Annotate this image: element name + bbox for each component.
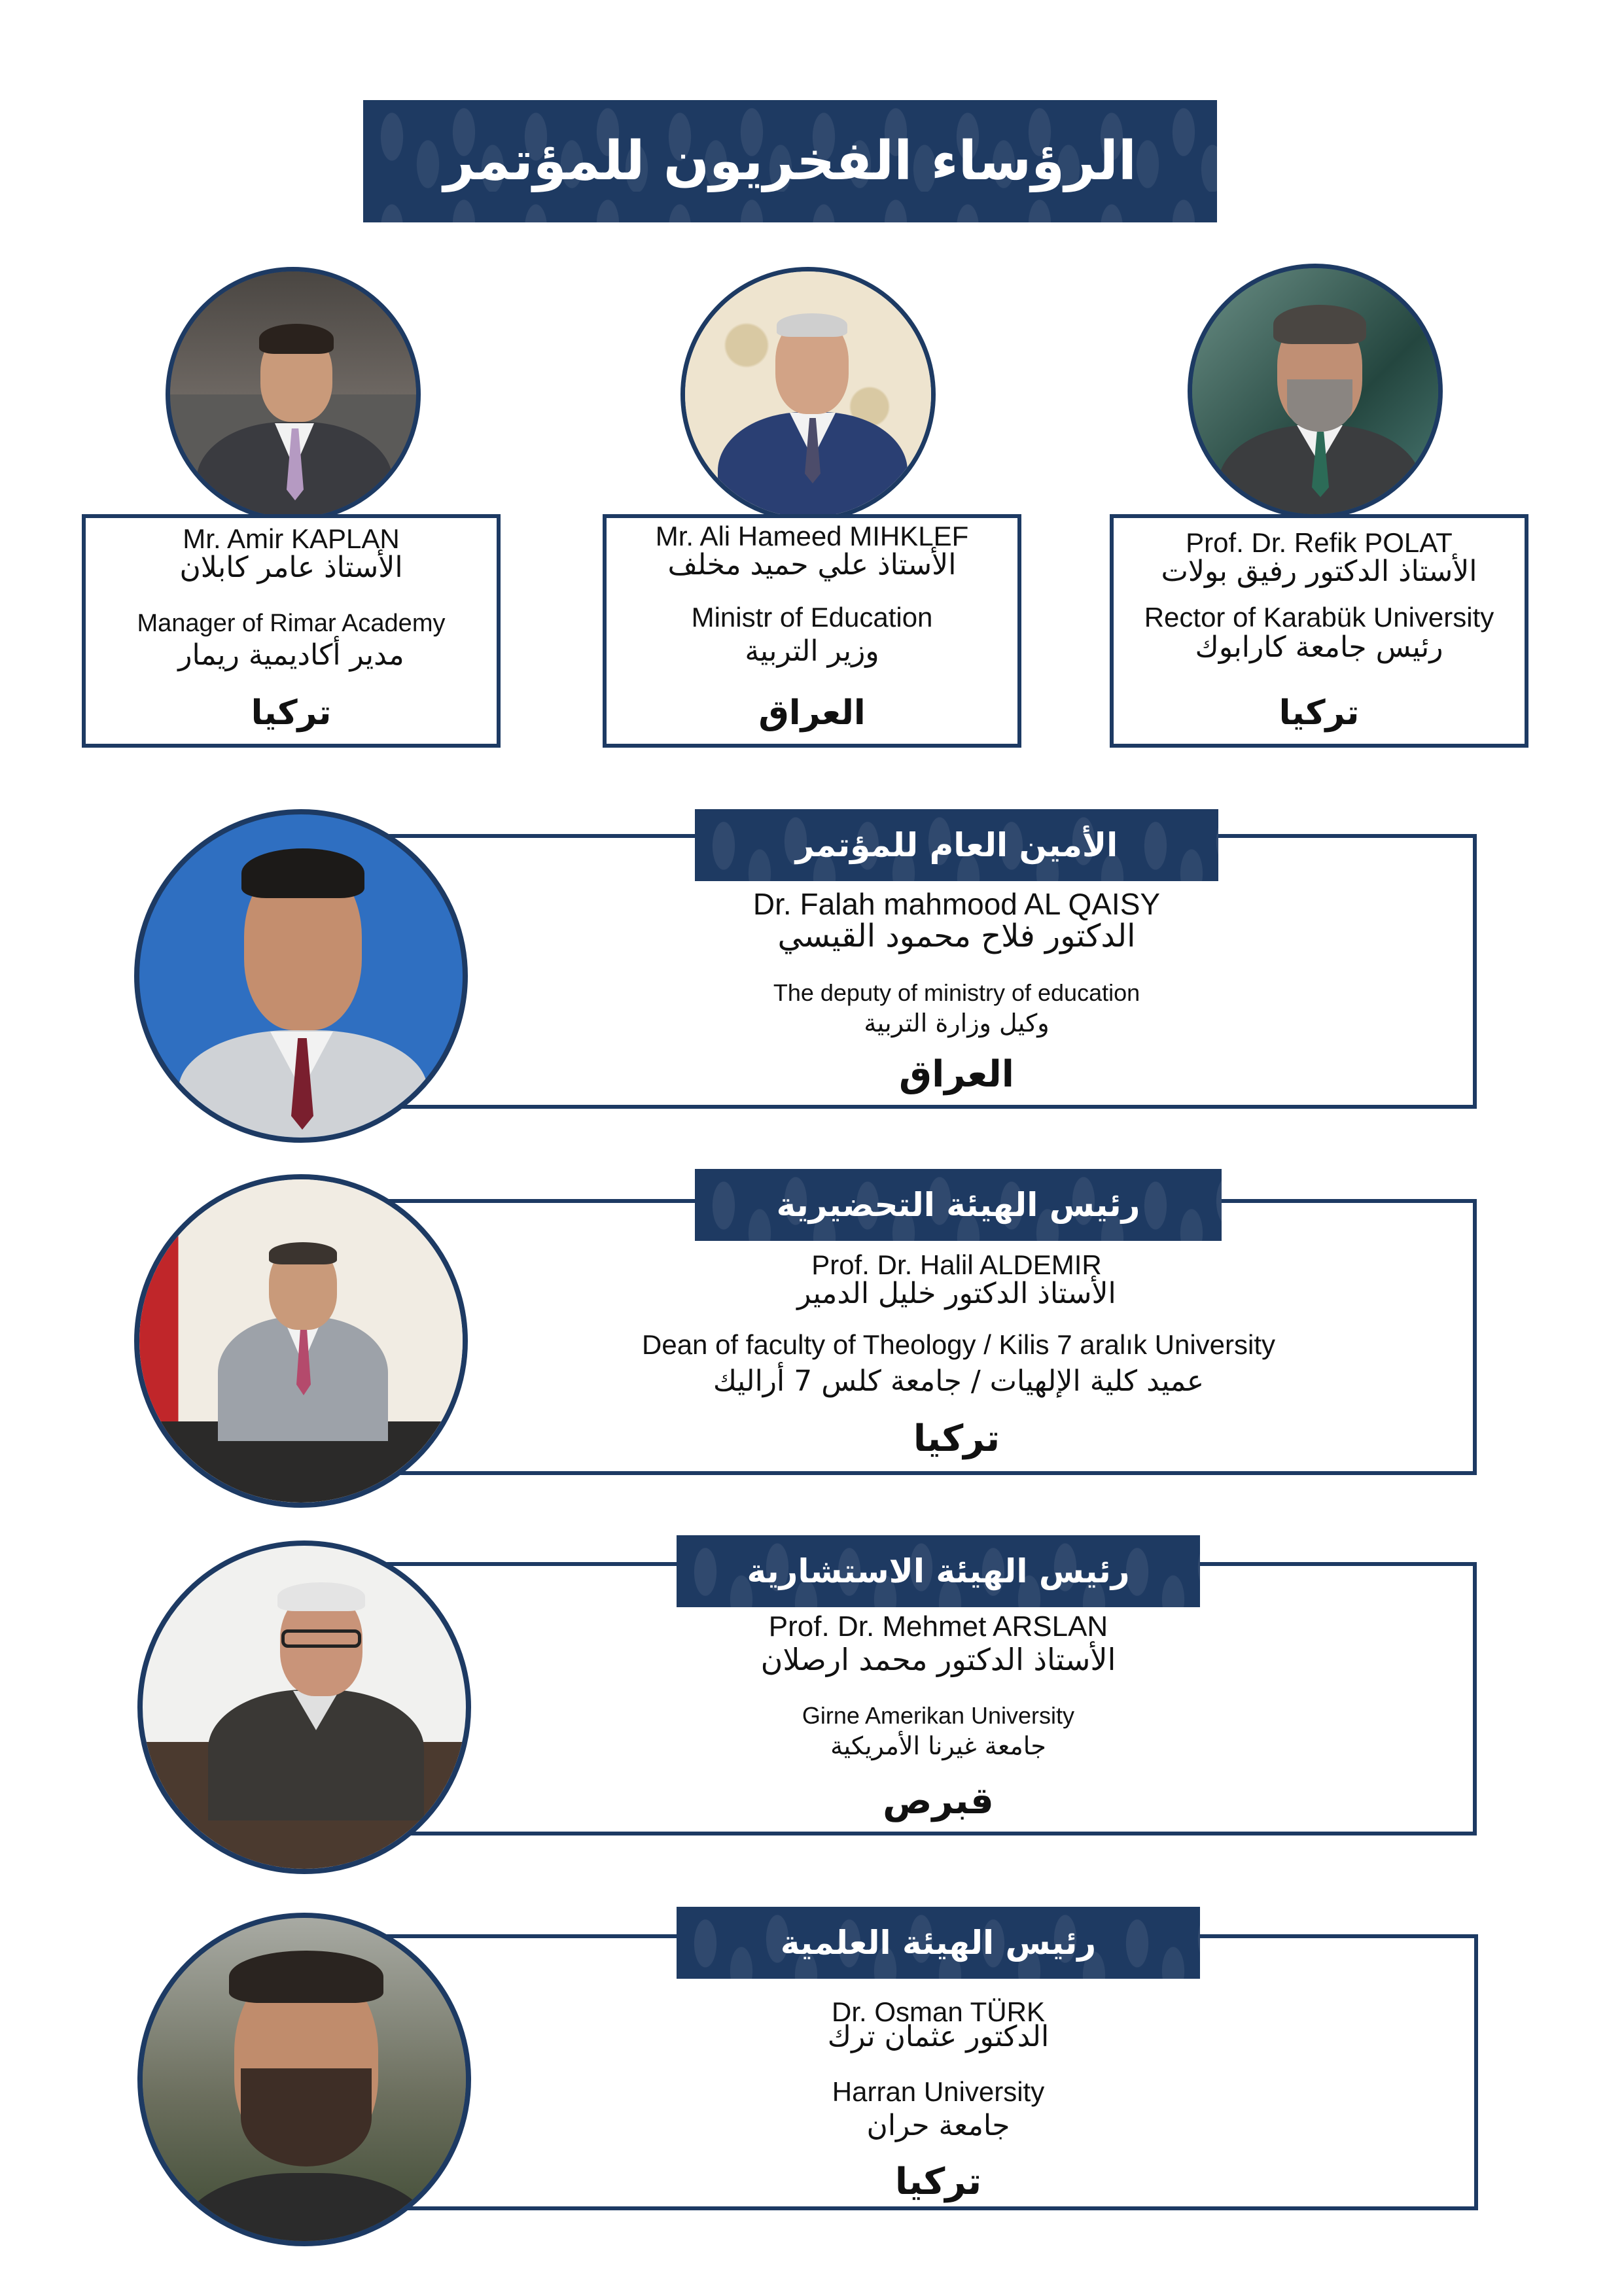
honorary-role-en: Manager of Rimar Academy bbox=[137, 610, 446, 637]
officer-name-en: Prof. Dr. Mehmet ARSLAN bbox=[768, 1610, 1108, 1643]
portrait-image bbox=[685, 271, 931, 517]
officer-name-en: Dr. Osman TÜRK bbox=[832, 1996, 1045, 2027]
officer-position: الأمين العام للمؤتمر bbox=[795, 826, 1118, 864]
officer-role-ar: وكيل وزارة التربية bbox=[864, 1009, 1050, 1037]
page-title: الرؤساء الفخريون للمؤتمر bbox=[444, 130, 1137, 192]
officer-position: رئيس الهيئة العلمية bbox=[780, 1924, 1097, 1962]
honorary-card-2 bbox=[603, 514, 1021, 748]
portrait-image bbox=[1192, 268, 1438, 514]
portrait-image bbox=[170, 271, 416, 517]
page-title-banner bbox=[363, 100, 1217, 222]
honorary-name-ar: الأستاذ عامر كابلان bbox=[179, 551, 403, 584]
honorary-photo-2 bbox=[680, 267, 936, 522]
honorary-country: تركيا bbox=[1279, 693, 1360, 733]
honorary-role-ar: رئيس جامعة كارابوك bbox=[1195, 631, 1443, 664]
honorary-name-ar: الأستاذ الدكتور رفيق بولات bbox=[1161, 555, 1477, 588]
portrait-image bbox=[139, 1179, 463, 1503]
honorary-name-en: Prof. Dr. Refik POLAT bbox=[1186, 527, 1453, 558]
officer-role-ar: جامعة حران bbox=[866, 2109, 1010, 2142]
honorary-photo-1 bbox=[166, 267, 421, 522]
officer-photo-1 bbox=[134, 809, 468, 1143]
officer-position-banner-1 bbox=[695, 809, 1218, 881]
officer-position-banner-2 bbox=[695, 1169, 1222, 1241]
officer-name-en: Prof. Dr. Halil ALDEMIR bbox=[811, 1249, 1102, 1280]
officer-photo-4 bbox=[137, 1913, 471, 2246]
honorary-country: العراق bbox=[758, 693, 866, 733]
officer-name-ar: الدكتور عثمان ترك bbox=[827, 2020, 1050, 2053]
officer-country: العراق bbox=[899, 1053, 1014, 1096]
officer-name-ar: الدكتور فلاح محمود القيسي bbox=[777, 918, 1136, 954]
honorary-role-en: Ministr of Education bbox=[691, 602, 933, 633]
officer-position: رئيس الهيئة الاستشارية bbox=[747, 1552, 1130, 1590]
portrait-image bbox=[143, 1546, 466, 1869]
honorary-name-en: Mr. Amir KAPLAN bbox=[183, 523, 400, 554]
portrait-image bbox=[143, 1918, 466, 2241]
officer-role-en: Dean of faculty of Theology / Kilis 7 aralık University bbox=[642, 1329, 1275, 1360]
honorary-role-ar: مدير أكاديمية ريمار bbox=[178, 638, 404, 672]
officer-photo-3 bbox=[137, 1540, 471, 1874]
officer-name-en: Dr. Falah mahmood AL QAISY bbox=[752, 887, 1161, 921]
officer-name-ar: الأستاذ الدكتور محمد ارصلان bbox=[760, 1642, 1116, 1677]
officer-role-en: Girne Amerikan University bbox=[802, 1702, 1075, 1729]
officer-name-ar: الأستاذ الدكتور خليل الدمير bbox=[797, 1277, 1116, 1310]
honorary-card-1 bbox=[82, 514, 501, 748]
honorary-role-en: Rector of Karabük University bbox=[1144, 602, 1494, 633]
officer-role-ar: جامعة غيرنا الأمريكية bbox=[830, 1731, 1046, 1760]
officer-role-en: Harran University bbox=[832, 2076, 1045, 2107]
officer-position-banner-4 bbox=[677, 1907, 1200, 1979]
officer-position: رئيس الهيئة التحضيرية bbox=[776, 1186, 1140, 1224]
officer-country: قبرص bbox=[883, 1780, 994, 1822]
honorary-country: تركيا bbox=[251, 693, 332, 733]
officer-position-banner-3 bbox=[677, 1535, 1200, 1607]
honorary-name-ar: الأستاذ علي حميد مخلف bbox=[667, 548, 957, 582]
honorary-photo-3 bbox=[1188, 264, 1443, 519]
honorary-card-3 bbox=[1110, 514, 1528, 748]
honorary-role-ar: وزير التربية bbox=[745, 635, 879, 668]
honorary-name-en: Mr. Ali Hameed MIHKLEF bbox=[655, 521, 969, 551]
officer-country: تركيا bbox=[913, 1418, 1000, 1460]
officer-role-ar: عميد كلية الإلهيات / جامعة كلس 7 أراليك bbox=[713, 1365, 1205, 1398]
officer-role-en: The deputy of ministry of education bbox=[773, 979, 1140, 1006]
portrait-image bbox=[139, 814, 463, 1138]
officer-photo-2 bbox=[134, 1174, 468, 1508]
officer-country: تركيا bbox=[894, 2161, 982, 2203]
